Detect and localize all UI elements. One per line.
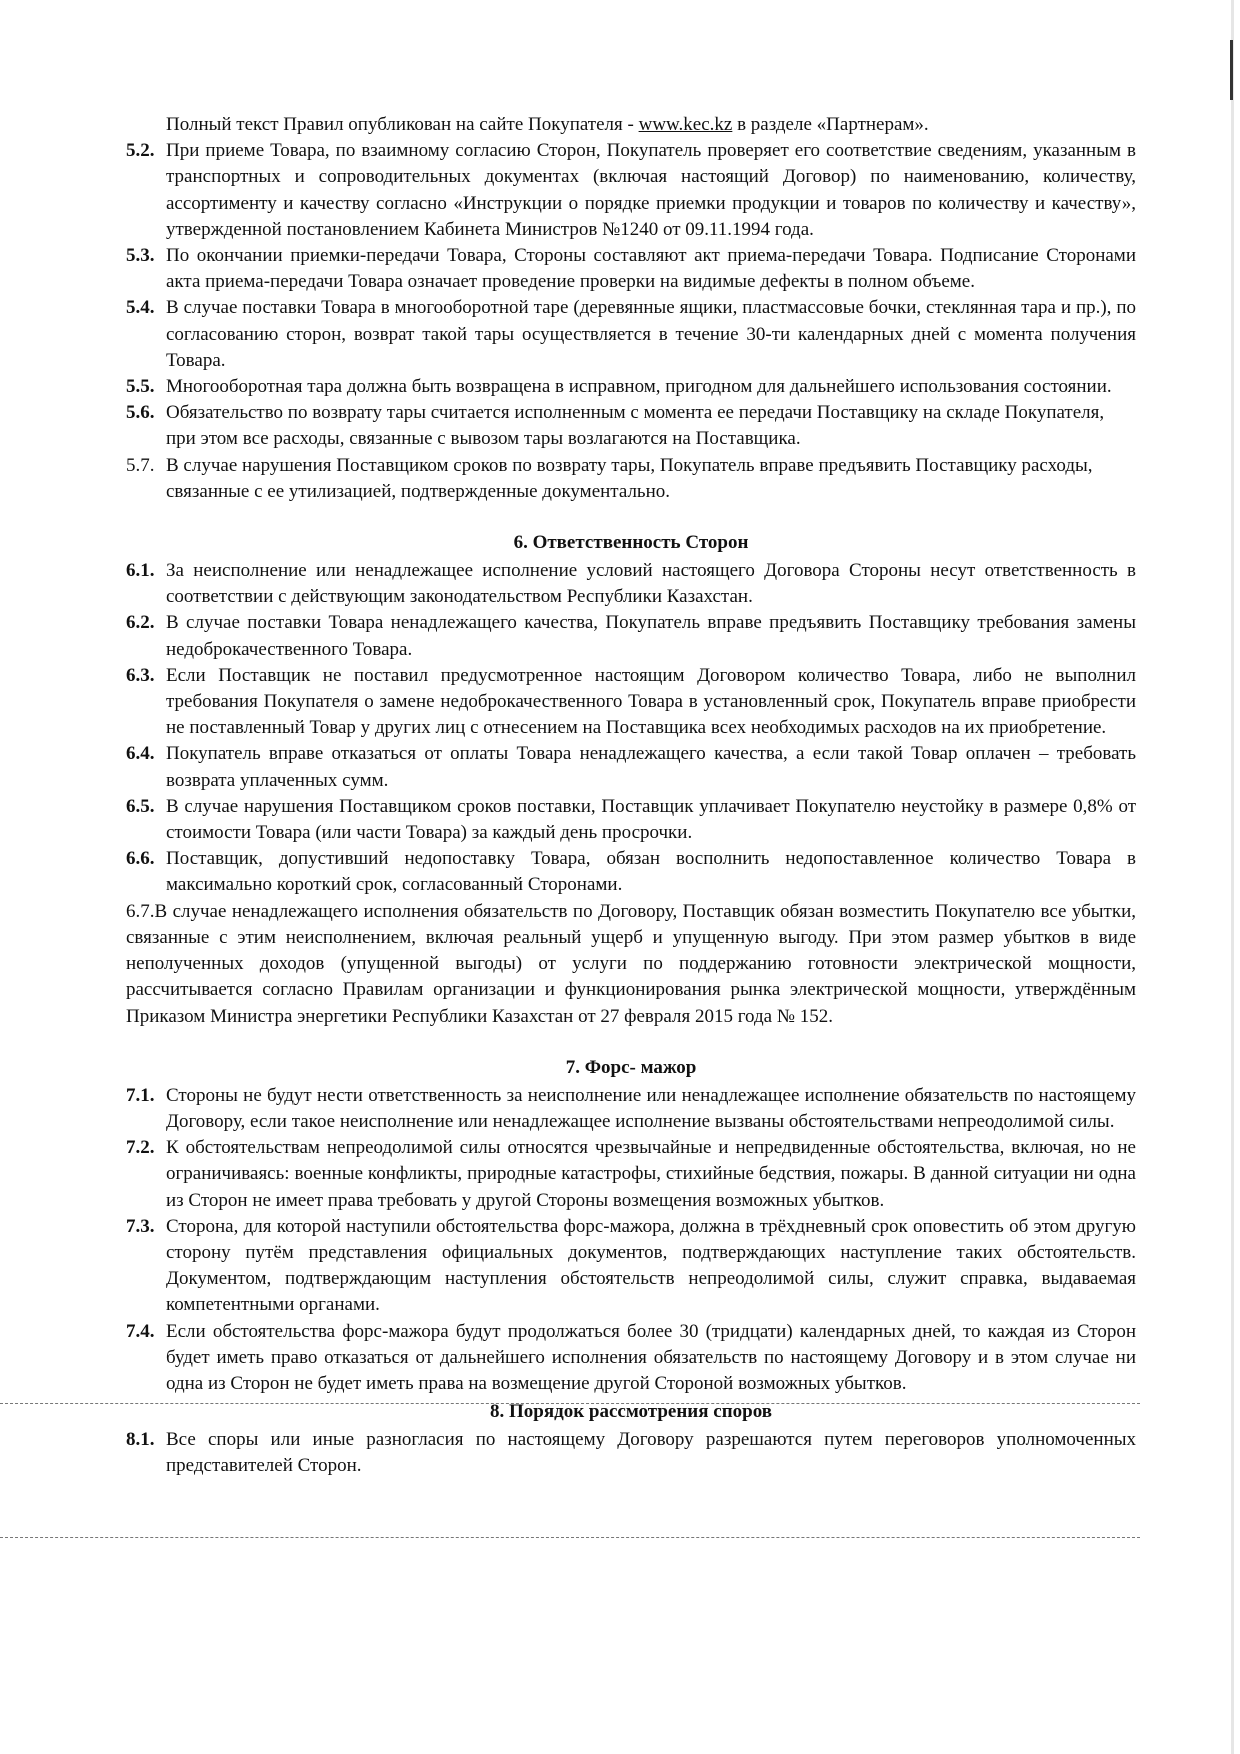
clause-text: При приеме Товара, по взаимному согласию Сторон, Покупатель проверяет его соответствие сведениям, указанным в транспортных и сопроводительных документах (включая настоящий Договор) по наименованию, количеству, ассортименту и качеству согласно «Инструкции о порядке приемки продукции и товаров по количеству и качеству», утвержденной постановлением Кабинета Министров №1240 от 09.11.1994 года. — [166, 140, 1136, 240]
clause-number: 5.5. — [126, 376, 155, 398]
clause-number: 5.6. — [126, 402, 155, 424]
clause-text: Все споры или иные разногласия по настоящему Договору разрешаются путем переговоров уполномоченных представителей Сторон. — [166, 1429, 1136, 1477]
clause-5-2 — [126, 138, 1136, 243]
clause-number: 6.3. — [126, 664, 155, 686]
clause-number: 7.2. — [126, 1137, 155, 1159]
scan-dashed-line — [0, 1537, 1140, 1538]
clause-text: В случае поставки Товара в многооборотной таре (деревянные ящики, пластмассовые бочки, стеклянная тара и пр.), по согласованию сторон, возврат такой тары осуществляется в течение 30-ти календарных дней с момента получения Товара. — [166, 297, 1136, 371]
scan-edge-mark — [1230, 40, 1233, 100]
intro-paragraph — [126, 112, 1136, 138]
document-body — [126, 112, 1136, 1480]
clause-7-4 — [126, 1319, 1136, 1398]
clause-text: Обязательство по возврату тары считается исполненным с момента ее передачи Поставщику на складе Покупателя, при этом все расходы, связанные с вывозом тары возлагаются на Поставщика. — [166, 402, 1105, 450]
section-6-clauses — [126, 558, 1136, 1030]
clause-number: 5.7. — [126, 454, 155, 476]
clause-text: Многооборотная тара должна быть возвращена в исправном, пригодном для дальнейшего использования состоянии. — [166, 376, 1112, 398]
clause-number: 7.1. — [126, 1084, 155, 1106]
clause-6-2 — [126, 610, 1136, 662]
clause-5-5 — [126, 374, 1136, 400]
clause-text: В случае поставки Товара ненадлежащего качества, Покупатель вправе предъявить Поставщику требования замены недоброкачественного Товара. — [166, 612, 1136, 660]
clause-number: 6.1. — [126, 560, 155, 582]
clause-text: По окончании приемки-передачи Товара, Стороны составляют акт приема-передачи Товара. Подписание Сторонами акта приема-передачи Товара означает проведение проверки на видимые дефекты в полном объеме. — [166, 245, 1136, 293]
clause-number: 5.3. — [126, 245, 155, 267]
clause-text: В случае нарушения Поставщиком сроков поставки, Поставщик уплачивает Покупателю неустойку в размере 0,8% от стоимости Товара (или части Товара) за каждый день просрочки. — [166, 795, 1136, 844]
clause-7-1 — [126, 1083, 1136, 1135]
clause-text: Если обстоятельства форс-мажора будут продолжаться более 30 (тридцати) календарных дней, то каждая из Сторон будет иметь право отказаться от дальнейшего исполнения обязательств по настоящему Договору и в этом случае ни одна из Сторон не будет иметь права на возмещение другой Стороной возможных убытков. — [166, 1320, 1136, 1394]
clause-number: 6.6. — [126, 848, 155, 870]
clause-number: 6.4. — [126, 743, 155, 765]
clause-6-1 — [126, 558, 1136, 610]
clause-text: К обстоятельствам непреодолимой силы относятся чрезвычайные и непредвиденные обстоятельства, включая, но не ограничиваясь: военные конфликты, природные катастрофы, стихийные бедствия, пожары. В данной ситуации ни одна из Сторон не имеет права требовать у другой Стороны возмещения возможных убытков. — [166, 1137, 1136, 1211]
intro-text-end: в разделе «Партнерам». — [732, 114, 929, 135]
clause-5-7 — [126, 453, 1136, 505]
clause-text: Сторона, для которой наступили обстоятельства форс-мажора, должна в трёхдневный срок оповестить об этом другую сторону путём представления официальных документов, подтверждающих наступление таких обстоятельств. Документом, подтверждающим наступления обстоятельств непреодолимой силы, служит справка, выдаваемая компетентными органами. — [166, 1215, 1136, 1316]
clause-5-3 — [126, 243, 1136, 295]
clause-6-3 — [126, 663, 1136, 742]
clause-6-6 — [126, 846, 1136, 898]
clause-6-5 — [126, 794, 1136, 846]
clause-5-4 — [126, 295, 1136, 374]
clause-8-1 — [126, 1427, 1136, 1479]
clause-number: 5.2. — [126, 140, 155, 162]
clause-number: 8.1. — [126, 1429, 155, 1451]
section-6-heading: 6. Ответственность Сторон — [513, 532, 749, 554]
section-7-heading: 7. Форс- мажор — [565, 1056, 697, 1078]
clause-6-4 — [126, 741, 1136, 793]
clause-6-7: 6.7.В случае ненадлежащего исполнения обязательств по Договору, Поставщик обязан возместить Покупателю все убытки, связанные с этим неисполнением, включая реальный ущерб и упущенную выгоду. При этом размер убытков в виде неполученных доходов (упущенной выгоды) от услуги по поддержанию готовности электрической мощности, рассчитывается согласно Правилам организации и функционирования рынка электрической мощности, утверждённым Приказом Министра энергетики Республики Казахстан от 27 февраля 2015 года № 152. — [126, 900, 1136, 1027]
clause-text: В случае нарушения Поставщиком сроков по возврату тары, Покупатель вправе предъявить Поставщику расходы, связанные с ее утилизацией, подтвержденные документально. — [166, 454, 1093, 502]
section-7-clauses — [126, 1083, 1136, 1397]
section-8-clauses — [126, 1427, 1136, 1479]
section-5-clauses — [126, 138, 1136, 505]
scan-edge — [1231, 0, 1234, 1754]
intro-text: Полный текст Правил опубликован на сайте Покупателя - — [166, 114, 639, 135]
clause-7-3 — [126, 1214, 1136, 1319]
clause-5-6 — [126, 400, 1136, 452]
clause-text: За неисполнение или ненадлежащее исполнение условий настоящего Договора Стороны несут ответственность в соответствии с действующим законодательством Республики Казахстан. — [166, 560, 1136, 608]
section-8-heading: 8. Порядок рассмотрения споров — [489, 1401, 773, 1423]
clause-text: Если Поставщик не поставил предусмотренное настоящим Договором количество Товара, либо не выполнил требования Покупателя о замене недоброкачественного Товара в установленный срок, Покупатель вправе приобрести не поставленный Товар у других лиц с отнесением на Поставщика всех необходимых расходов на их приобретение. — [166, 664, 1136, 739]
clause-number: 5.4. — [126, 297, 155, 319]
website-link[interactable]: www.kec.kz — [638, 114, 733, 135]
clause-number: 7.3. — [126, 1215, 155, 1237]
clause-number: 6.5. — [126, 795, 155, 817]
clause-7-2 — [126, 1135, 1136, 1214]
clause-text: Поставщик, допустивший недопоставку Товара, обязан восполнить недопоставленное количество Товара в максимально короткий срок, согласованный Сторонами. — [166, 848, 1136, 896]
clause-number: 7.4. — [126, 1320, 155, 1342]
clause-number: 6.2. — [126, 612, 155, 634]
clause-text: Покупатель вправе отказаться от оплаты Товара ненадлежащего качества, а если такой Товар оплачен – требовать возврата уплаченных сумм. — [166, 743, 1136, 791]
clause-text: Стороны не будут нести ответственность за неисполнение или ненадлежащее исполнение обязательств по настоящему Договору, если такое неисполнение или ненадлежащее исполнение вызваны обстоятельствами непреодолимой силы. — [166, 1084, 1136, 1132]
